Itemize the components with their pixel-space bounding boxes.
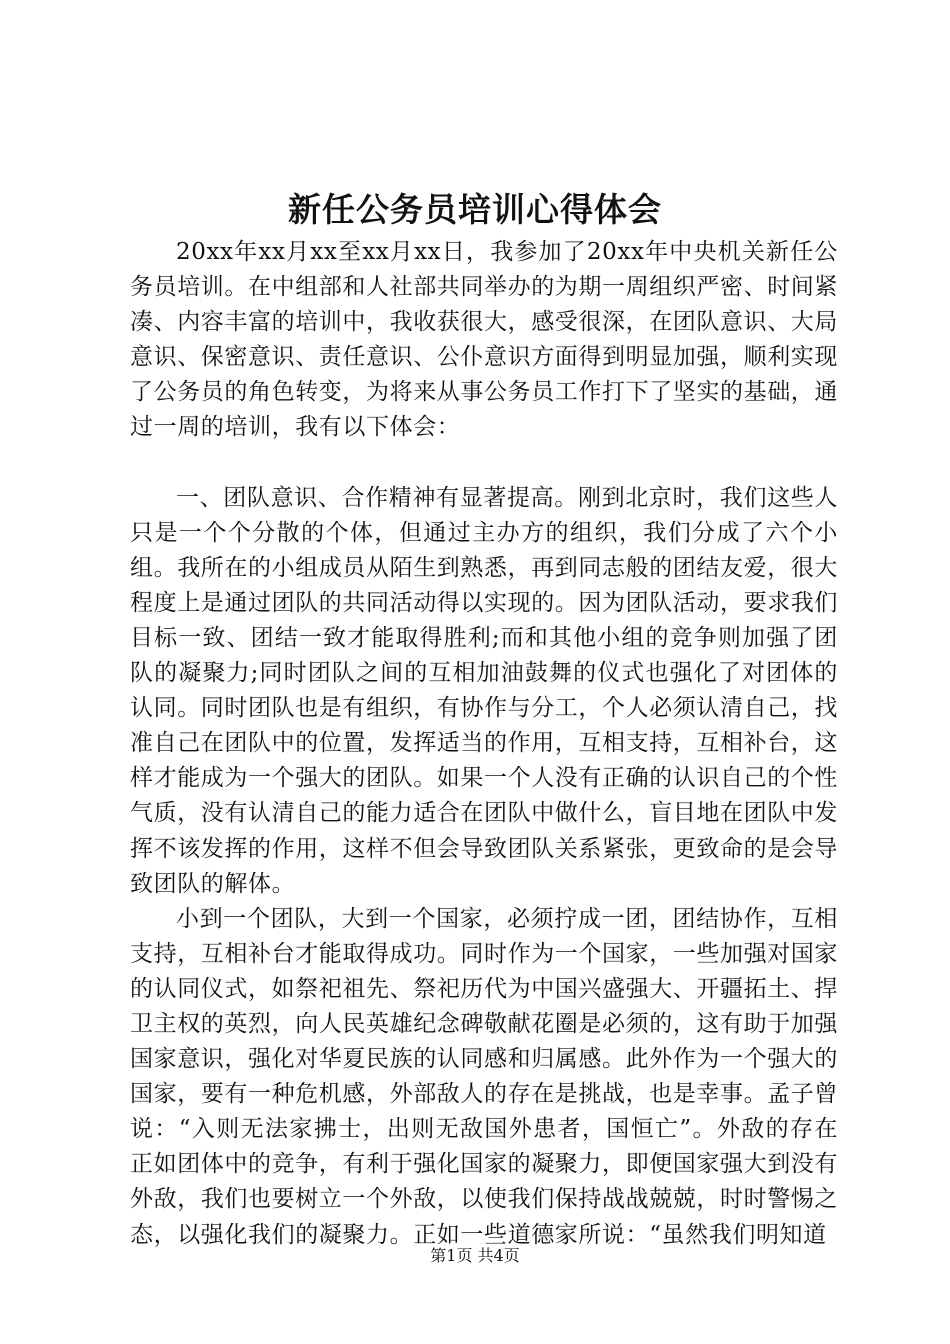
paragraph-team-awareness: 一、团队意识、合作精神有显著提高。刚到北京时，我们这些人只是一个个分散的个体，但通过主办方的组织，我们分成了六个小组。我所在的小组成员从陌生到熟悉，再到同志般的团结友爱，很大程度上是通过团队的共同活动得以实现的。因为团队活动，要求我们目标一致、团结一致才能取得胜利;而和其他小组的竞争则加强了团队的凝聚力;同时团队之间的互相加油鼓舞的仪式也强化了对团体的认同。同时团队也是有组织，有协作与分工，个人必须认清自己，找准自己在团队中的位置，发挥适当的作用，互相支持，互相补台，这样才能成为一个强大的团队。如果一个人没有正确的认识自己的个性气质，没有认清自己的能力适合在团队中做什么，盲目地在团队中发挥不该发挥的作用，这样不但会导致团队关系紧张，更致命的是会导致团队的解体。 [130,484,838,897]
paragraph-nation-unity: 小到一个团队，大到一个国家，必须拧成一团，团结协作，互相支持，互相补台才能取得成功。同时作为一个国家，一些加强对国家的认同仪式，如祭祀祖先、祭祀历代为中国兴盛强大、开疆拓土、捍卫主权的英烈，向人民英雄纪念碑敬献花圈是必须的，这有助于加强国家意识，强化对华夏民族的认同感和归属感。此外作为一个强大的国家，要有一种危机感，外部敌人的存在是挑战，也是幸事。孟子曾说：“入则无法家拂士，出则无敌国外患者，国恒亡”。外敌的存在正如团体中的竞争，有利于强化国家的凝聚力，即便国家强大到没有外敌，我们也要树立一个外敌，以使我们保持战战兢兢，时时警惕之态，以强化我们的凝聚力。正如一些道德家所说：“虽然我们明知道 [130,905,838,1248]
document-body [130,235,838,1253]
paragraph-intro: 20xx年xx月xx至xx月xx日，我参加了20xx年中央机关新任公务员培训。在中组部和人社部共同举办的为期一周组织严密、时间紧凑、内容丰富的培训中，我收获很大，感受很深，在团队意识、大局意识、保密意识、责任意识、公仆意识方面得到明显加强，顺利实现了公务员的角色转变，为将来从事公务员工作打下了坚实的基础，通过一周的培训，我有以下体会： [130,239,838,441]
document-title: 新任公务员培训心得体会 [288,190,662,229]
page-number-footer: 第1页 共4页 [430,1246,520,1265]
